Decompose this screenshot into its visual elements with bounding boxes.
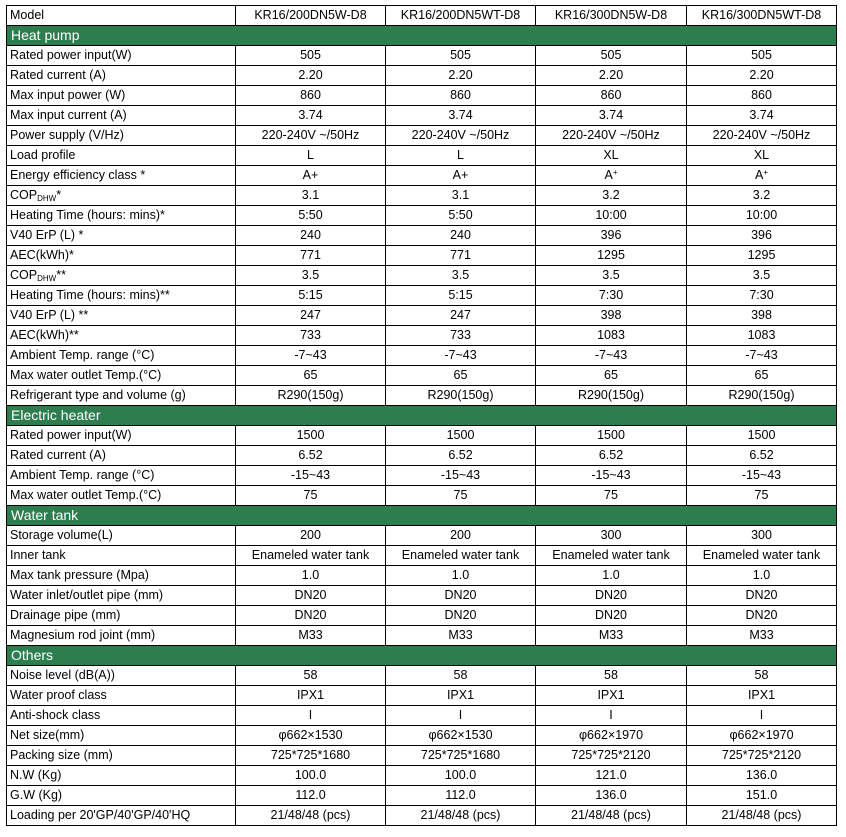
cell-value-text: A [604, 168, 613, 182]
row-label: Storage volume(L) [7, 526, 236, 546]
row-label: Max water outlet Temp.(°C) [7, 486, 236, 506]
row-label: Load profile [7, 146, 236, 166]
cell-value: IPX1 [536, 686, 687, 706]
cell-value: 21/48/48 (pcs) [687, 806, 837, 826]
cell-value: 6.52 [236, 446, 386, 466]
cell-value: 65 [386, 366, 536, 386]
cell-value: 200 [386, 526, 536, 546]
cell-value: DN20 [687, 606, 837, 626]
row-label: AEC(kWh)** [7, 326, 236, 346]
row-label: Net size(mm) [7, 726, 236, 746]
cell-value: -15~43 [536, 466, 687, 486]
cell-value: 58 [236, 666, 386, 686]
cell-value: DN20 [236, 586, 386, 606]
cell-value: XL [536, 146, 687, 166]
model-header-4: KR16/300DN5WT-D8 [687, 6, 837, 26]
cell-value: 3.2 [687, 186, 837, 206]
cell-value: 10:00 [536, 206, 687, 226]
row-label: Max input power (W) [7, 86, 236, 106]
cell-value: 396 [536, 226, 687, 246]
cell-value: M33 [536, 626, 687, 646]
cell-value: 7:30 [687, 286, 837, 306]
cell-value: 220-240V ~/50Hz [687, 126, 837, 146]
cell-value: φ662×1530 [386, 726, 536, 746]
cell-value: DN20 [536, 606, 687, 626]
cell-value: φ662×1970 [536, 726, 687, 746]
table-row [7, 486, 837, 506]
cell-value: 75 [536, 486, 687, 506]
cell-value: 3.2 [536, 186, 687, 206]
section-title: Heat pump [7, 26, 837, 46]
table-row [7, 546, 837, 566]
cell-value: 65 [536, 366, 687, 386]
row-label: Energy efficiency class * [7, 166, 236, 186]
cell-value-text: A+ [452, 168, 469, 182]
cell-value: 860 [536, 86, 687, 106]
section-header-row [7, 406, 837, 426]
table-row [7, 786, 837, 806]
cell-value: 220-240V ~/50Hz [536, 126, 687, 146]
cell-value: -15~43 [687, 466, 837, 486]
cell-value: 112.0 [386, 786, 536, 806]
table-row [7, 686, 837, 706]
cell-value: 3.5 [687, 266, 837, 286]
table-row [7, 166, 837, 186]
table-row [7, 326, 837, 346]
row-label: Refrigerant type and volume (g) [7, 386, 236, 406]
cell-value: 75 [687, 486, 837, 506]
cell-value: L [386, 146, 536, 166]
table-row [7, 706, 837, 726]
table-row [7, 66, 837, 86]
cell-value: 58 [687, 666, 837, 686]
row-label: AEC(kWh)* [7, 246, 236, 266]
cell-value-superscript: + [612, 168, 618, 177]
cell-value: DN20 [536, 586, 687, 606]
cell-value: 1295 [536, 246, 687, 266]
model-header-1: KR16/200DN5W-D8 [236, 6, 386, 26]
cell-value: 220-240V ~/50Hz [236, 126, 386, 146]
cell-value-text: A [754, 168, 764, 182]
cell-value: I [386, 706, 536, 726]
cell-value: DN20 [386, 586, 536, 606]
cell-value: 505 [236, 46, 386, 66]
cell-value: 5:15 [236, 286, 386, 306]
cell-value: 5:15 [386, 286, 536, 306]
table-row [7, 386, 837, 406]
row-label: G.W (Kg) [7, 786, 236, 806]
cell-value: R290(150g) [236, 386, 386, 406]
cell-value: Enameled water tank [687, 546, 837, 566]
cell-value: 200 [236, 526, 386, 546]
cell-value: IPX1 [687, 686, 837, 706]
table-row [7, 466, 837, 486]
cell-value: 300 [687, 526, 837, 546]
cell-value: 771 [236, 246, 386, 266]
cell-value: 733 [386, 326, 536, 346]
cell-value: 6.52 [687, 446, 837, 466]
cell-value: 725*725*1680 [236, 746, 386, 766]
cell-value: 1500 [536, 426, 687, 446]
cell-value: 1500 [236, 426, 386, 446]
cell-value: M33 [386, 626, 536, 646]
table-row [7, 226, 837, 246]
cell-value: 505 [536, 46, 687, 66]
cell-value: Enameled water tank [236, 546, 386, 566]
row-label: Anti-shock class [7, 706, 236, 726]
row-label: Packing size (mm) [7, 746, 236, 766]
row-label: Rated power input(W) [7, 426, 236, 446]
cell-value: 1500 [386, 426, 536, 446]
cell-value: 10:00 [687, 206, 837, 226]
cell-value: IPX1 [236, 686, 386, 706]
cell-value: 21/48/48 (pcs) [536, 806, 687, 826]
cell-value: φ662×1970 [687, 726, 837, 746]
row-label-suffix: * [56, 188, 62, 202]
cell-value: 65 [236, 366, 386, 386]
cell-value: 3.1 [236, 186, 386, 206]
cell-value [536, 166, 687, 186]
cell-value: 100.0 [386, 766, 536, 786]
cell-value: 240 [236, 226, 386, 246]
table-row [7, 126, 837, 146]
row-label: N.W (Kg) [7, 766, 236, 786]
table-row [7, 766, 837, 786]
cell-value: 6.52 [536, 446, 687, 466]
cell-value: 3.74 [536, 106, 687, 126]
table-row [7, 266, 837, 286]
cell-value: 505 [687, 46, 837, 66]
cell-value: 725*725*1680 [386, 746, 536, 766]
table-row [7, 746, 837, 766]
cell-value [687, 166, 837, 186]
cell-value: 247 [236, 306, 386, 326]
cell-value: Enameled water tank [386, 546, 536, 566]
cell-value: 100.0 [236, 766, 386, 786]
cell-value: -7~43 [236, 346, 386, 366]
cell-value: 21/48/48 (pcs) [386, 806, 536, 826]
cell-value: 3.5 [536, 266, 687, 286]
model-header-label: Model [7, 6, 236, 26]
row-label: Max tank pressure (Mpa) [7, 566, 236, 586]
cell-value: 1.0 [536, 566, 687, 586]
table-row [7, 446, 837, 466]
cell-value: XL [687, 146, 837, 166]
row-label: Loading per 20'GP/40'GP/40'HQ [7, 806, 236, 826]
row-label: Max water outlet Temp.(°C) [7, 366, 236, 386]
table-row [7, 726, 837, 746]
cell-value: 2.20 [236, 66, 386, 86]
table-row [7, 106, 837, 126]
spec-body [7, 26, 837, 826]
row-label: Heating Time (hours: mins)* [7, 206, 236, 226]
cell-value: DN20 [386, 606, 536, 626]
cell-value: 5:50 [236, 206, 386, 226]
row-label: Power supply (V/Hz) [7, 126, 236, 146]
table-row [7, 286, 837, 306]
cell-value: 3.74 [236, 106, 386, 126]
cell-value: -7~43 [386, 346, 536, 366]
cell-value: 58 [386, 666, 536, 686]
row-label-text: COP [10, 268, 38, 282]
cell-value: M33 [236, 626, 386, 646]
cell-value: 1.0 [386, 566, 536, 586]
row-label: Heating Time (hours: mins)** [7, 286, 236, 306]
cell-value-superscript: + [763, 168, 768, 177]
cell-value: 220-240V ~/50Hz [386, 126, 536, 146]
cell-value: 136.0 [536, 786, 687, 806]
cell-value: 75 [236, 486, 386, 506]
table-row [7, 306, 837, 326]
cell-value: L [236, 146, 386, 166]
cell-value: 121.0 [536, 766, 687, 786]
model-header-3: KR16/300DN5W-D8 [536, 6, 687, 26]
cell-value: 771 [386, 246, 536, 266]
header-row [7, 6, 837, 26]
cell-value: -15~43 [386, 466, 536, 486]
cell-value-text: A+ [302, 168, 319, 182]
cell-value: 1083 [687, 326, 837, 346]
row-label: Inner tank [7, 546, 236, 566]
cell-value: 398 [687, 306, 837, 326]
row-label: V40 ErP (L) ** [7, 306, 236, 326]
cell-value: 725*725*2120 [687, 746, 837, 766]
row-label: Noise level (dB(A)) [7, 666, 236, 686]
cell-value: 7:30 [536, 286, 687, 306]
cell-value: 3.5 [386, 266, 536, 286]
table-row [7, 206, 837, 226]
cell-value: 505 [386, 46, 536, 66]
cell-value: 65 [687, 366, 837, 386]
cell-value: DN20 [236, 606, 386, 626]
cell-value: -7~43 [687, 346, 837, 366]
table-row [7, 586, 837, 606]
table-row [7, 666, 837, 686]
cell-value: R290(150g) [687, 386, 837, 406]
cell-value: 3.5 [236, 266, 386, 286]
cell-value: 2.20 [687, 66, 837, 86]
section-title: Electric heater [7, 406, 837, 426]
cell-value: 5:50 [386, 206, 536, 226]
cell-value: 151.0 [687, 786, 837, 806]
row-label: Rated current (A) [7, 446, 236, 466]
cell-value: 2.20 [386, 66, 536, 86]
table-row [7, 86, 837, 106]
cell-value: R290(150g) [386, 386, 536, 406]
cell-value: 398 [536, 306, 687, 326]
cell-value: 240 [386, 226, 536, 246]
cell-value: DN20 [687, 586, 837, 606]
cell-value: 136.0 [687, 766, 837, 786]
cell-value: I [236, 706, 386, 726]
model-header-2: KR16/200DN5WT-D8 [386, 6, 536, 26]
cell-value: -15~43 [236, 466, 386, 486]
cell-value [236, 166, 386, 186]
section-header-row [7, 506, 837, 526]
cell-value: φ662×1530 [236, 726, 386, 746]
cell-value: 860 [687, 86, 837, 106]
cell-value [386, 166, 536, 186]
row-label-subscript: DHW [37, 274, 57, 283]
section-header-row [7, 646, 837, 666]
cell-value: 725*725*2120 [536, 746, 687, 766]
row-label: Max input current (A) [7, 106, 236, 126]
cell-value: 2.20 [536, 66, 687, 86]
row-label: Drainage pipe (mm) [7, 606, 236, 626]
row-label: V40 ErP (L) * [7, 226, 236, 246]
cell-value: 396 [687, 226, 837, 246]
cell-value: 3.74 [386, 106, 536, 126]
cell-value: M33 [687, 626, 837, 646]
table-row [7, 626, 837, 646]
cell-value: 300 [536, 526, 687, 546]
row-label: Rated current (A) [7, 66, 236, 86]
section-title: Water tank [7, 506, 837, 526]
cell-value: 58 [536, 666, 687, 686]
cell-value: 6.52 [386, 446, 536, 466]
cell-value: 860 [236, 86, 386, 106]
table-row [7, 246, 837, 266]
table-row [7, 146, 837, 166]
cell-value: 1295 [687, 246, 837, 266]
row-label: Water inlet/outlet pipe (mm) [7, 586, 236, 606]
row-label: Water proof class [7, 686, 236, 706]
cell-value: 3.1 [386, 186, 536, 206]
cell-value: 860 [386, 86, 536, 106]
spec-table [6, 5, 837, 826]
cell-value: I [687, 706, 837, 726]
table-row [7, 566, 837, 586]
table-row [7, 186, 837, 206]
table-row [7, 366, 837, 386]
table-row [7, 426, 837, 446]
row-label: Ambient Temp. range (°C) [7, 466, 236, 486]
cell-value: 75 [386, 486, 536, 506]
table-row [7, 46, 837, 66]
row-label-suffix: ** [56, 268, 66, 282]
cell-value: 1500 [687, 426, 837, 446]
cell-value: -7~43 [536, 346, 687, 366]
row-label [7, 266, 236, 286]
section-header-row [7, 26, 837, 46]
cell-value: 733 [236, 326, 386, 346]
table-row [7, 806, 837, 826]
row-label: Ambient Temp. range (°C) [7, 346, 236, 366]
row-label: Rated power input(W) [7, 46, 236, 66]
row-label-subscript: DHW [37, 194, 57, 203]
row-label-text: COP [10, 188, 38, 202]
cell-value: 112.0 [236, 786, 386, 806]
table-row [7, 606, 837, 626]
row-label [7, 186, 236, 206]
table-row [7, 346, 837, 366]
section-title: Others [7, 646, 837, 666]
cell-value: Enameled water tank [536, 546, 687, 566]
table-row [7, 526, 837, 546]
cell-value: 3.74 [687, 106, 837, 126]
row-label: Magnesium rod joint (mm) [7, 626, 236, 646]
cell-value: 1.0 [687, 566, 837, 586]
cell-value: I [536, 706, 687, 726]
cell-value: R290(150g) [536, 386, 687, 406]
cell-value: 247 [386, 306, 536, 326]
cell-value: 1083 [536, 326, 687, 346]
cell-value: 1.0 [236, 566, 386, 586]
cell-value: 21/48/48 (pcs) [236, 806, 386, 826]
cell-value: IPX1 [386, 686, 536, 706]
